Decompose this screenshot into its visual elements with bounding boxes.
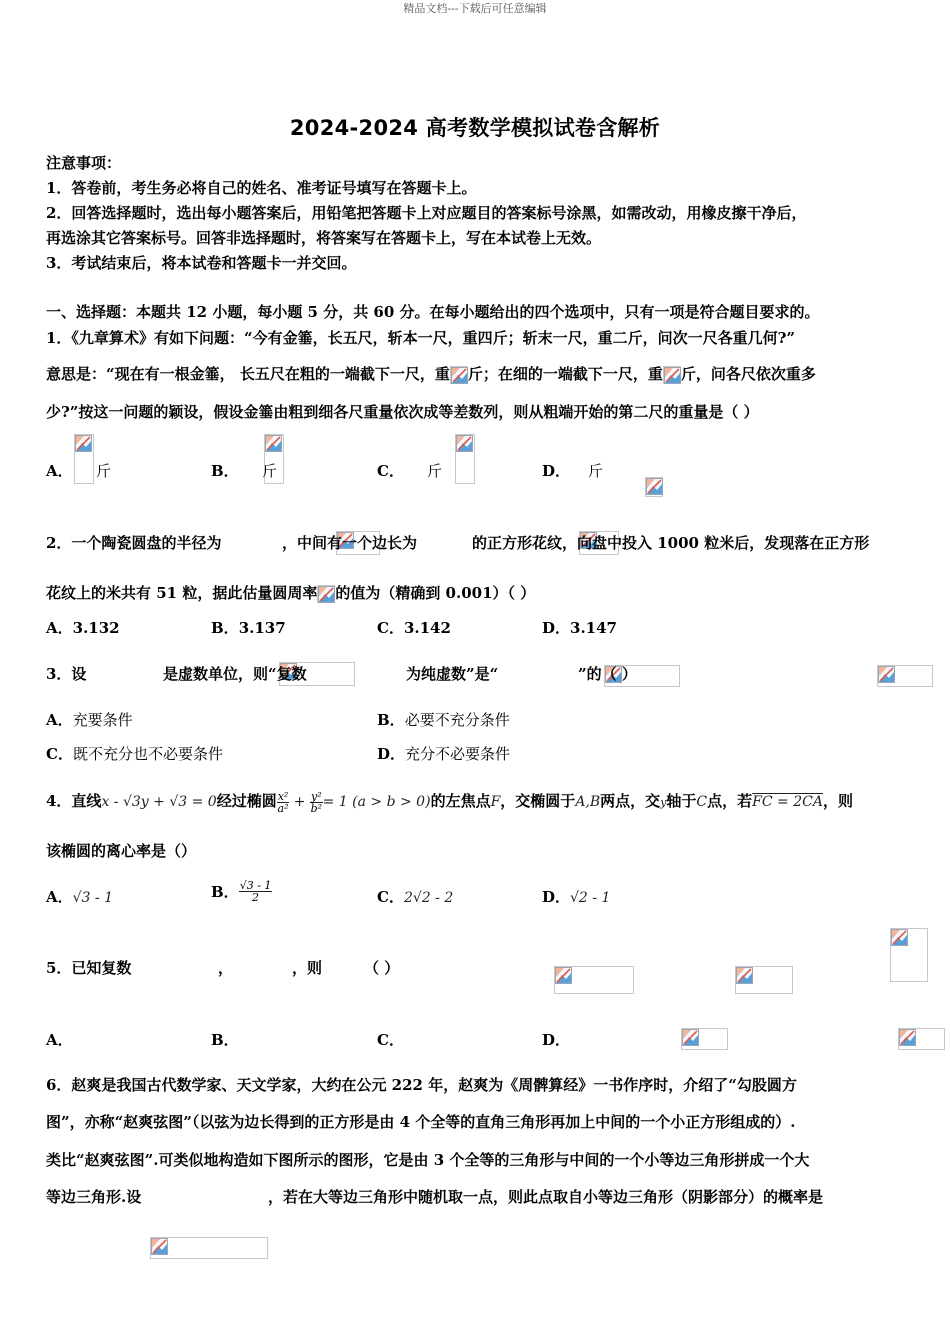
option-unit: 斤 (96, 462, 112, 480)
section-heading: 一、选择题：本题共 12 小题，每小题 5 分，共 60 分。在每小题给出的四个选项中，只有一项是符合题目要求的。 (46, 303, 820, 321)
q4-text: 点，若 (707, 792, 753, 810)
option-label: C． (377, 1031, 404, 1049)
q4-text: 轴于 (666, 792, 697, 810)
q1-line3: 少?”按这一问题的颖设，假设金箠由粗到细各尺重量依次成等差数列，则从粗端开始的第二尺的重量是（ ） (46, 403, 759, 421)
option-label: D． (542, 619, 571, 637)
q3-text: ”的（ ） (578, 665, 637, 683)
formula-image (663, 366, 681, 384)
option-label: A． (46, 888, 73, 906)
broken-image-icon (451, 367, 468, 384)
q3-text: 3．设 (46, 665, 87, 683)
q3-text: 为纯虚数”是“ (406, 665, 499, 683)
broken-image-icon (891, 929, 908, 946)
fraction-numerator: x² (277, 789, 289, 803)
option-label: D． (542, 1031, 571, 1049)
option-unit: 斤 (588, 462, 604, 480)
q5-text: ，则 (292, 959, 323, 977)
option-label: B． (211, 883, 239, 901)
option-label: D． (377, 745, 406, 763)
option-a (46, 886, 113, 907)
q2-text: 的值为（精确到 0.001）（ ） (335, 584, 536, 602)
option-unit: 斤 (262, 462, 278, 480)
vector-equation: FC = 2CA (752, 794, 823, 810)
q4-text: 4．直线 (46, 792, 102, 810)
q1-line1: 1．《九章算术》有如下问题：“今有金箠，长五尺，斩本一尺，重四斤；斩末一尺，重二斤，问次一尺各重几何?” (46, 329, 795, 347)
option-label: C． (46, 745, 73, 763)
q6-line3: 类比“赵爽弦图”.可类似地构造如下图所示的图形，它是由 3 个全等的三角形与中间的一个小等边三角形拼成一个大 (46, 1151, 810, 1169)
q1-text: 斤，问各尺依次重多 (680, 365, 816, 383)
q6-text: 等边三角形.设 (46, 1188, 142, 1206)
q4-text: 两点，交 (600, 792, 661, 810)
option-d (542, 617, 617, 638)
option-label: A． (46, 711, 73, 729)
option-label: D． (542, 462, 571, 480)
q4-text: ，则 (822, 792, 853, 810)
formula-image (681, 1028, 728, 1050)
formula-image (645, 477, 663, 497)
formula-image (317, 585, 335, 603)
page-title: 2024-2024 高考数学模拟试卷含解析 (289, 116, 661, 140)
q4-text: ，交椭圆于 (500, 792, 576, 810)
option-value: √2 - 1 (570, 890, 611, 906)
formula-image (554, 966, 634, 994)
point-c: C (696, 794, 708, 810)
option-value: √3 - 1 (72, 890, 114, 906)
option-value: 2√2 - 2 (403, 890, 454, 906)
points-ab: A,B (575, 794, 601, 810)
option-label: B． (211, 462, 239, 480)
broken-image-icon (75, 435, 92, 452)
q3-text: 是虚数单位，则“复数 (163, 665, 307, 683)
option-label: B． (211, 619, 239, 637)
broken-image-icon (878, 666, 895, 683)
q5-text: 5．已知复数 (46, 959, 132, 977)
option-a (46, 617, 120, 638)
formula-image (877, 665, 933, 687)
q6-text: ，若在大等边三角形中随机取一点，则此点取自小等边三角形（阴影部分）的概率是 (268, 1188, 824, 1206)
q4-text: 的左焦点 (430, 792, 491, 810)
broken-image-icon (682, 1029, 699, 1046)
option-label: C． (377, 619, 404, 637)
ellipse-y-fraction (310, 791, 323, 814)
option-label: A． (46, 1031, 73, 1049)
fraction-denominator: 2 (252, 891, 260, 904)
option-label: D． (542, 888, 571, 906)
option-label: A． (46, 462, 73, 480)
q5-text: （ ） (364, 959, 400, 977)
q2-text: ，中间有一个边长为 (282, 534, 418, 552)
option-label: B． (211, 1031, 239, 1049)
notice-item: 1．答卷前，考生务必将自己的姓名、准考证号填写在答题卡上。 (46, 179, 477, 197)
q6-line1: 6．赵爽是我国古代数学家、天文学家，大约在公元 222 年，赵爽为《周髀算经》一书作序时，介绍了“勾股圆方 (46, 1076, 797, 1094)
option-label: B． (377, 711, 405, 729)
notice-item: 2．回答选择题时，选出每小题答案后，用铅笔把答题卡上对应题目的答案标号涂黑，如需改动，用橡皮擦干净后， (46, 204, 807, 222)
option-value: 既不充分也不必要条件 (72, 745, 223, 763)
formula-image (450, 366, 468, 384)
fraction-denominator: a² (277, 801, 289, 815)
formula-image (150, 1237, 268, 1259)
notice-item: 再选涂其它答案标号。回答非选择题时，将答案写在答题卡上，写在本试卷上无效。 (46, 229, 602, 247)
formula-image (890, 928, 928, 982)
broken-image-icon (664, 367, 681, 384)
option-b (211, 617, 286, 638)
q2-line2 (46, 582, 535, 603)
broken-image-icon (736, 967, 753, 984)
formula-image (898, 1028, 945, 1050)
broken-image-icon (318, 586, 335, 603)
option-c (377, 886, 453, 907)
q1-line2 (46, 363, 816, 384)
option-fraction (239, 880, 273, 903)
option-unit: 斤 (427, 462, 443, 480)
option-label: C． (377, 888, 404, 906)
option-b (211, 880, 272, 903)
option-d (377, 743, 510, 764)
q4-line2: 该椭圆的离心率是（） (46, 842, 197, 860)
option-c (46, 743, 223, 764)
notice-heading: 注意事项： (46, 154, 122, 172)
option-value: 3.137 (238, 619, 286, 637)
broken-image-icon (151, 1238, 168, 1255)
option-value: 充要条件 (72, 711, 133, 729)
page-header: 精品文档---下载后可任意编辑 (403, 2, 547, 15)
option-b (377, 709, 510, 730)
axis-y: y (660, 796, 667, 809)
fraction-denominator: b² (310, 801, 323, 815)
option-value: 3.142 (403, 619, 451, 637)
q2-text: 花纹上的米共有 51 粒，据此估量圆周率 (46, 584, 318, 602)
formula-image (455, 434, 475, 484)
broken-image-icon (456, 435, 473, 452)
fraction-numerator: √3 - 1 (239, 879, 272, 892)
formula-image (735, 966, 793, 994)
q5-text: ， (218, 959, 234, 977)
q4-line1 (46, 790, 853, 814)
option-label: A． (46, 619, 73, 637)
q1-text: 斤；在细的一端截下一尺，重 (467, 365, 663, 383)
option-c (377, 617, 451, 638)
formula-image (74, 434, 94, 484)
point-f: F (490, 794, 501, 810)
q2-line1: 2．一个陶瓷圆盘的半径为 (46, 534, 222, 552)
fraction-numerator: y² (310, 789, 322, 803)
broken-image-icon (265, 435, 282, 452)
option-label: C． (377, 462, 404, 480)
broken-image-icon (646, 478, 663, 495)
notice-item: 3．考试结束后，将本试卷和答题卡一并交回。 (46, 254, 357, 272)
q4-text: 经过椭圆 (216, 792, 277, 810)
q6-line2: 图”，亦称“赵爽弦图”（以弦为边长得到的正方形是由 4 个全等的直角三角形再加上中间的一个小正方形组成的）. (46, 1113, 796, 1131)
option-value: 必要不充分条件 (404, 711, 510, 729)
ellipse-rest: = 1 (a > b > 0) (322, 794, 431, 810)
broken-image-icon (555, 967, 572, 984)
option-value: 3.147 (570, 619, 617, 637)
ellipse-x-fraction (277, 791, 290, 814)
q1-text: 意思是：“现在有一根金箠， 长五尺在粗的一端截下一尺，重 (46, 365, 450, 383)
option-value: 3.132 (72, 619, 120, 637)
plus-sign: + (289, 794, 310, 810)
option-a (46, 709, 133, 730)
broken-image-icon (899, 1029, 916, 1046)
option-d (542, 886, 610, 907)
option-value: 充分不必要条件 (405, 745, 511, 763)
q2-text: 的正方形花纹，向盘中投入 1000 粒米后，发现落在正方形 (472, 534, 870, 552)
line-equation: x - √3y + √3 = 0 (101, 794, 217, 810)
